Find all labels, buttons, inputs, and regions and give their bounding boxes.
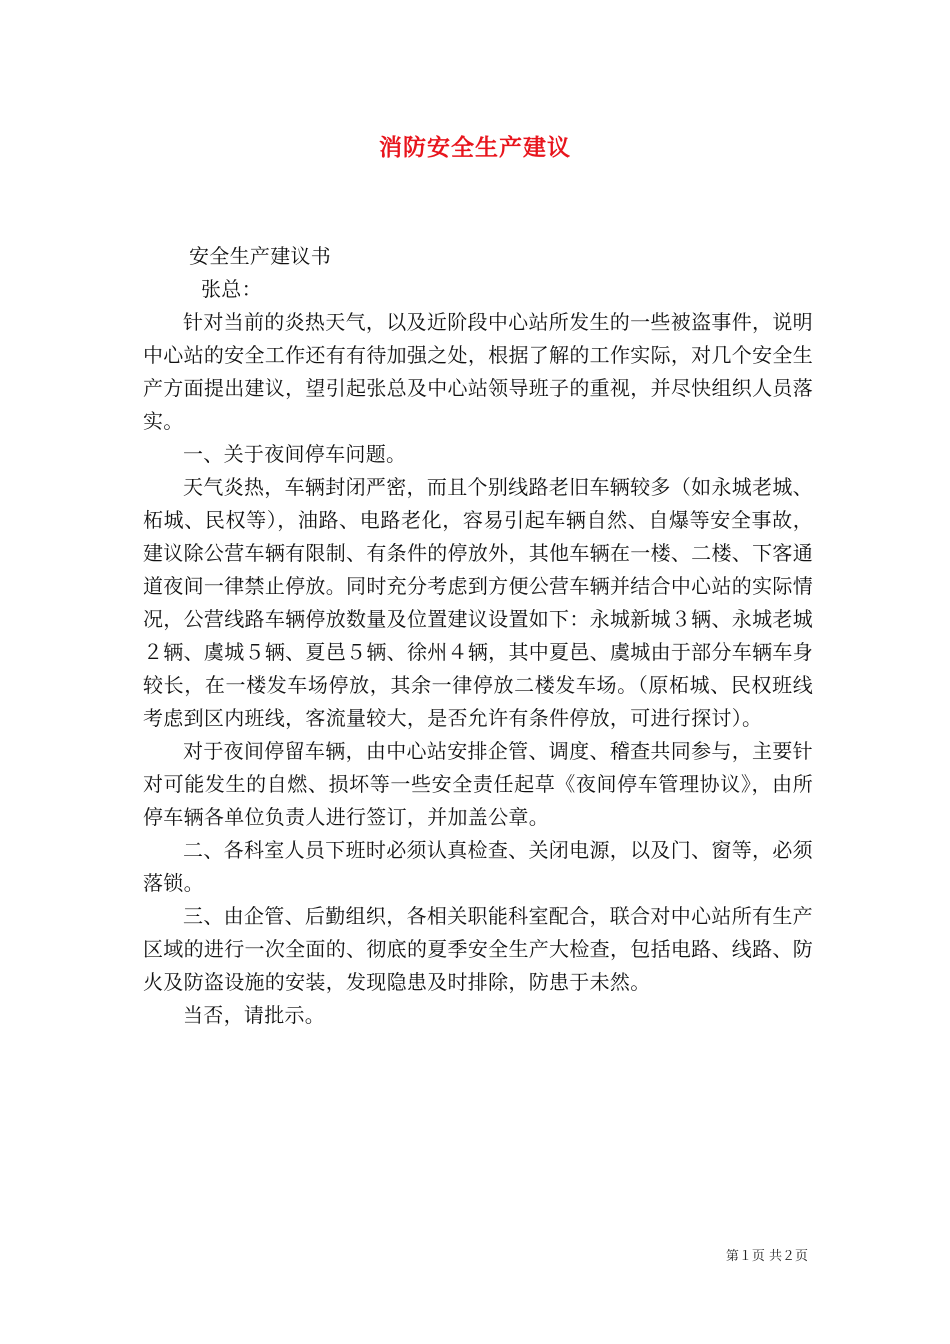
document-body bbox=[143, 240, 813, 1032]
salutation: 张总： bbox=[201, 277, 262, 301]
closing-line: 当否，请批示。 bbox=[183, 1003, 326, 1027]
doc-heading: 安全生产建议书 bbox=[189, 244, 332, 268]
paragraph-intro: 针对当前的炎热天气，以及近阶段中心站所发生的一些被盗事件，说明中心站的安全工作还有有待加强之处，根据了解的工作实际，对几个安全生产方面提出建议，望引起张总及中心站领导班子的重视，并尽快组织人员落实。 bbox=[143, 310, 813, 433]
section-2: 二、各科室人员下班时必须认真检查、关闭电源，以及门、窗等，必须落锁。 bbox=[143, 838, 813, 895]
page-indicator: 第１页 共２页 bbox=[725, 1249, 808, 1264]
section-heading-1: 一、关于夜间停车问题。 bbox=[183, 442, 407, 466]
paragraph-parking: 天气炎热，车辆封闭严密，而且个别线路老旧车辆较多（如永城老城、柘城、民权等），油路、电路老化，容易引起车辆自然、自爆等安全事故，建议除公营车辆有限制、有条件的停放外，其他车辆在一楼、二楼、下客通道夜间一律禁止停放。同时充分考虑到方便公营车辆并结合中心站的实际情况，公营线路车辆停放数量及位置建议设置如下：永城新城３辆、永城老城２辆、虞城５辆、夏邑５辆、徐州４辆，其中夏邑、虞城由于部分车辆车身较长，在一楼发车场停放，其余一律停放二楼发车场。（原柘城、民权班线考虑到区内班线，客流量较大，是否允许有条件停放，可进行探讨）。 bbox=[143, 475, 813, 730]
section-3: 三、由企管、后勤组织，各相关职能科室配合，联合对中心站所有生产区域的进行一次全面的、彻底的夏季安全生产大检查，包括电路、线路、防火及防盗设施的安装，发现隐患及时排除，防患于未然。 bbox=[143, 904, 813, 994]
paragraph-parking-agreement: 对于夜间停留车辆，由中心站安排企管、调度、稽查共同参与，主要针对可能发生的自燃、损坏等一些安全责任起草《夜间停车管理协议》，由所停车辆各单位负责人进行签订，并加盖公章。 bbox=[143, 739, 813, 829]
document-title: 消防安全生产建议 bbox=[379, 134, 571, 161]
